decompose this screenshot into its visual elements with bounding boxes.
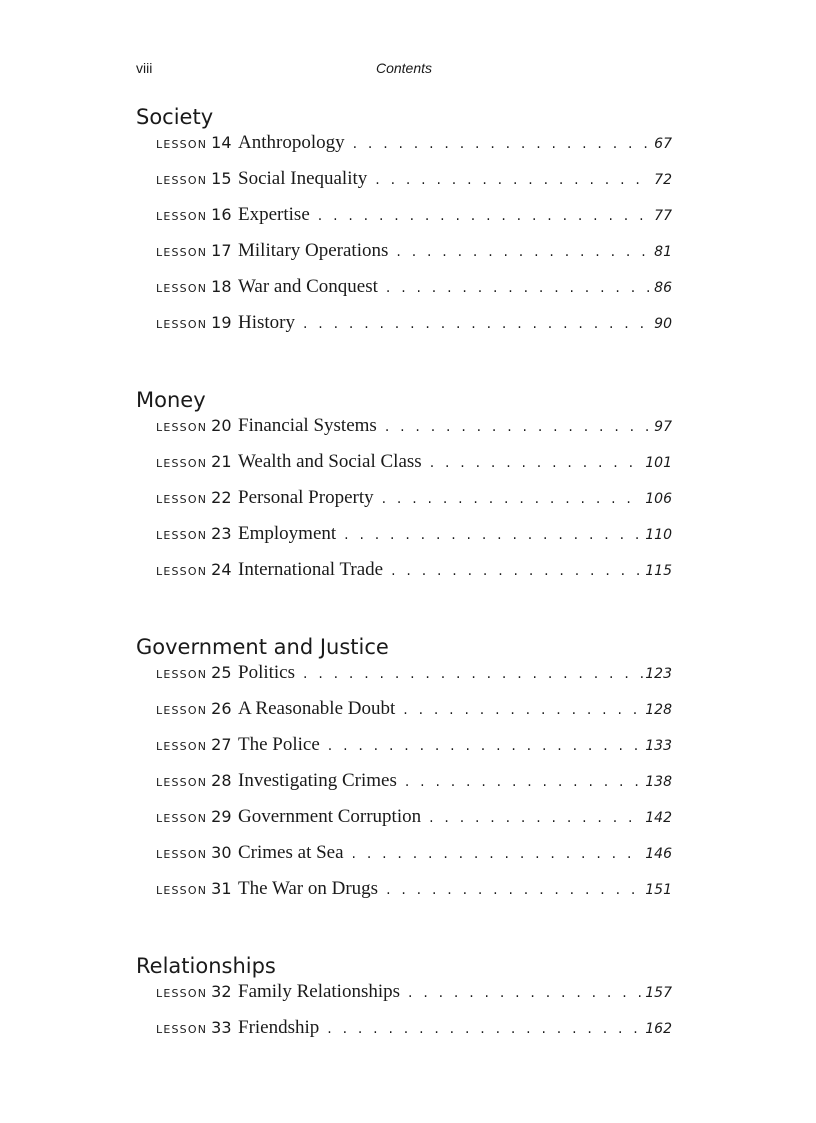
lesson-number: 30 [211,843,232,862]
toc-list [136,132,672,348]
section-title: Society [136,105,214,129]
lesson-title: Crimes at Sea [238,842,344,863]
lesson-number: 18 [211,277,232,296]
lesson-title: Family Relationships [238,981,401,1002]
lesson-title: Employment [238,523,337,544]
lesson-title: Personal Property [238,487,374,508]
page-reference: 115 [645,563,672,579]
lesson-title: Expertise [238,204,310,225]
section-title: Relationships [136,954,276,978]
dot-leader [385,419,652,435]
page-reference: 101 [645,455,672,471]
lesson-number: 15 [211,169,232,188]
lesson-label [136,735,236,754]
lesson-title: History [238,312,295,333]
lesson-number: 27 [211,735,232,754]
lesson-word: LESSON [156,812,208,825]
toc-row[interactable] [136,770,672,806]
lesson-title: International Trade [238,559,384,580]
lesson-label [136,488,236,507]
dot-leader [375,172,652,188]
lesson-number: 22 [211,488,232,507]
page-reference: 110 [645,527,672,543]
entry [236,204,672,226]
lesson-number: 20 [211,416,232,435]
lesson-label [136,807,236,826]
lesson-title: Social Inequality [238,168,368,189]
lesson-label [136,241,236,260]
section-money [136,385,672,595]
toc-row[interactable] [136,276,672,312]
entry [236,806,672,828]
lesson-title: The Police [238,734,320,755]
lesson-label [136,205,236,224]
dot-leader [405,774,643,790]
page-reference: 162 [645,1021,672,1037]
dot-leader [386,882,643,898]
toc-list [136,981,672,1053]
dot-leader [352,846,644,862]
lesson-title: Government Corruption [238,806,422,827]
toc-row[interactable] [136,168,672,204]
lesson-title: Investigating Crimes [238,770,397,791]
lesson-word: LESSON [156,740,208,753]
lesson-label [136,133,236,152]
toc-row[interactable] [136,523,672,559]
page-reference: 133 [645,738,672,754]
dot-leader [430,455,644,471]
running-title: Contents [375,60,433,76]
lesson-word: LESSON [156,457,208,470]
toc-list [136,662,672,914]
entry [236,276,672,298]
toc-row[interactable] [136,451,672,487]
lesson-number: 25 [211,663,232,682]
dot-leader [353,136,653,152]
lesson-number: 16 [211,205,232,224]
entry [236,523,672,545]
entry [236,487,672,509]
lesson-word: LESSON [156,174,208,187]
page-reference: 67 [654,136,672,152]
lesson-number: 23 [211,524,232,543]
lesson-title: Politics [238,662,296,683]
lesson-title: Financial Systems [238,415,377,436]
toc-row[interactable] [136,981,672,1017]
lesson-word: LESSON [156,282,208,295]
lesson-word: LESSON [156,210,208,223]
dot-leader [344,527,643,543]
lesson-word: LESSON [156,1023,208,1036]
entry [236,981,672,1003]
dot-leader [328,738,643,754]
page-reference: 142 [645,810,672,826]
page-reference: 90 [654,316,672,332]
lesson-number: 28 [211,771,232,790]
section-title: Money [136,388,206,412]
lesson-title: Wealth and Social Class [238,451,422,472]
lesson-label [136,560,236,579]
page-reference: 123 [645,666,672,682]
page-reference: 128 [645,702,672,718]
dot-leader [391,563,643,579]
entry [236,770,672,792]
toc-row[interactable] [136,240,672,276]
toc-row[interactable] [136,734,672,770]
lesson-title: War and Conquest [238,276,378,297]
dot-leader [318,208,652,224]
page-reference: 146 [645,846,672,862]
section-government-and-justice [136,632,672,914]
entry [236,312,672,334]
toc-row[interactable] [136,806,672,842]
entry [236,132,672,154]
entry [236,878,672,900]
lesson-label [136,169,236,188]
lesson-label [136,879,236,898]
entry [236,1017,672,1039]
page-reference: 81 [654,244,672,260]
lesson-word: LESSON [156,318,208,331]
lesson-label [136,982,236,1001]
lesson-title: Anthropology [238,132,345,153]
dot-leader [396,244,652,260]
dot-leader [403,702,643,718]
dot-leader [408,985,643,1001]
lesson-label [136,416,236,435]
lesson-label [136,524,236,543]
page-reference: 97 [654,419,672,435]
lesson-word: LESSON [156,493,208,506]
lesson-title: The War on Drugs [238,878,379,899]
lesson-label [136,843,236,862]
entry [236,662,672,684]
lesson-number: 17 [211,241,232,260]
page-number: viii [136,60,153,76]
lesson-word: LESSON [156,884,208,897]
section-relationships [136,951,672,1053]
page-reference: 77 [654,208,672,224]
toc-row[interactable] [136,842,672,878]
toc-row[interactable] [136,487,672,523]
lesson-label [136,771,236,790]
lesson-number: 21 [211,452,232,471]
lesson-number: 31 [211,879,232,898]
toc-row[interactable] [136,878,672,914]
lesson-label [136,452,236,471]
lesson-word: LESSON [156,246,208,259]
lesson-word: LESSON [156,987,208,1000]
page-reference: 151 [645,882,672,898]
dot-leader [303,666,643,682]
lesson-label [136,313,236,332]
lesson-word: LESSON [156,776,208,789]
dot-leader [303,316,652,332]
toc-row[interactable] [136,415,672,451]
entry [236,415,672,437]
entry [236,842,672,864]
section-society [136,102,672,348]
page-reference: 157 [645,985,672,1001]
toc-row[interactable] [136,132,672,168]
page-reference: 86 [654,280,672,296]
lesson-label [136,663,236,682]
lesson-number: 19 [211,313,232,332]
entry [236,240,672,262]
lesson-word: LESSON [156,704,208,717]
toc-row[interactable] [136,204,672,240]
toc-row[interactable] [136,1017,672,1053]
entry [236,559,672,581]
lesson-word: LESSON [156,848,208,861]
lesson-title: A Reasonable Doubt [238,698,396,719]
lesson-number: 24 [211,560,232,579]
entry [236,168,672,190]
page-reference: 72 [654,172,672,188]
dot-leader [382,491,644,507]
lesson-label [136,277,236,296]
lesson-word: LESSON [156,529,208,542]
lesson-label [136,1018,236,1037]
page-reference: 138 [645,774,672,790]
toc-row[interactable] [136,698,672,734]
toc-row[interactable] [136,312,672,348]
lesson-word: LESSON [156,421,208,434]
dot-leader [327,1021,643,1037]
lesson-word: LESSON [156,565,208,578]
page-reference: 106 [645,491,672,507]
lesson-title: Friendship [238,1017,320,1038]
lesson-title: Military Operations [238,240,389,261]
toc-row[interactable] [136,662,672,698]
lesson-word: LESSON [156,138,208,151]
toc-row[interactable] [136,559,672,595]
dot-leader [429,810,643,826]
dot-leader [386,280,652,296]
page-header [136,60,672,82]
entry [236,734,672,756]
lesson-number: 14 [211,133,232,152]
lesson-number: 26 [211,699,232,718]
entry [236,451,672,473]
lesson-number: 29 [211,807,232,826]
lesson-word: LESSON [156,668,208,681]
lesson-number: 32 [211,982,232,1001]
toc-list [136,415,672,595]
section-title: Government and Justice [136,635,389,659]
lesson-label [136,699,236,718]
entry [236,698,672,720]
lesson-number: 33 [211,1018,232,1037]
